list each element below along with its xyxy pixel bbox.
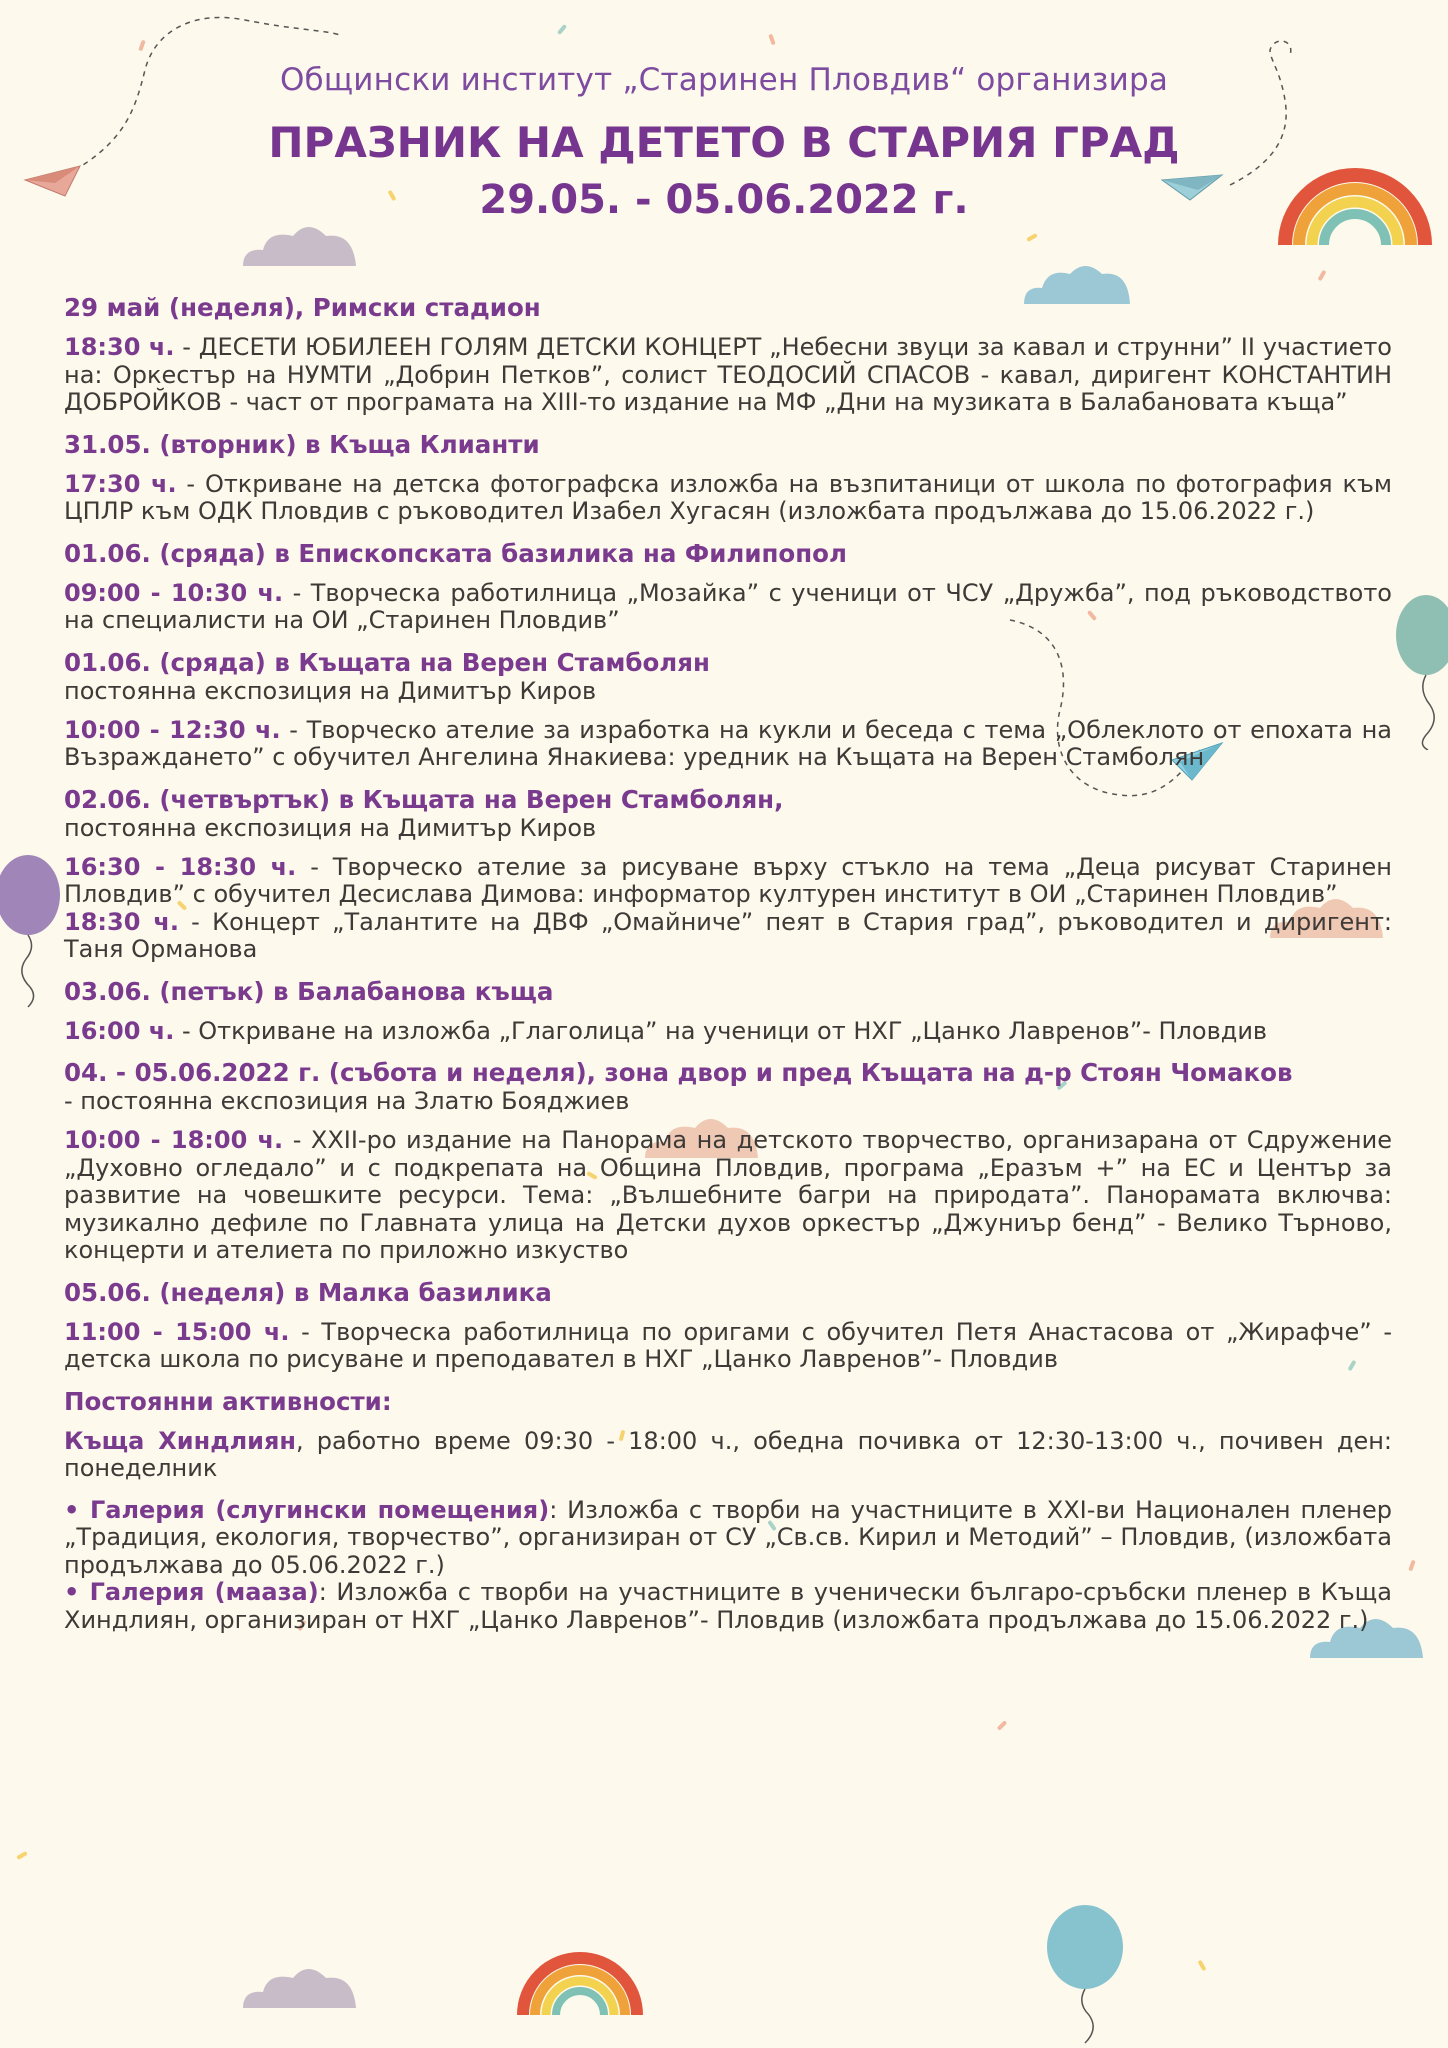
program-content [64, 294, 1392, 1648]
event-subheading: - постоянна експозиция на Златю Бояджиев [64, 1087, 630, 1115]
organizer-line: Общински институт „Старинен Пловдив“ организира [279, 62, 1169, 98]
event-subheading: постоянна експозиция на Димитър Киров [64, 813, 597, 842]
event-text: - Творческо ателие за изработка на кукли и беседа с тема „Облеклото от епохата на Възраждането” с обучител Ангелина Янакиева: уредник на Къщата на Верен Стамболян [64, 715, 1393, 771]
event-heading: 03.06. (петък) в Балабанова къща [64, 976, 554, 1006]
event-text: - Концерт „Талантите на ДВФ „Омайниче” пеят в Стария град”, ръководител и диригент: Таня Орманова [64, 907, 1393, 963]
event-heading: 05.06. (неделя) в Малка базилика [64, 1277, 552, 1307]
event-section [64, 1279, 1392, 1374]
event-heading: 01.06. (сряда) в Епископската базилика на Филипопол [64, 538, 847, 568]
permanent-heading: Постоянни активности: [64, 1386, 392, 1416]
event-section [64, 1059, 1392, 1265]
event-subheading: постоянна експозиция на Димитър Киров [64, 676, 597, 705]
event-text: - Откриване на изложба „Глаголица” на ученици от НХГ „Цанко Лавренов”- Пловдив [174, 1016, 1268, 1045]
event-time: 10:00 - 12:30 ч. [64, 715, 281, 744]
event-time: 16:00 ч. [64, 1016, 175, 1045]
event-section [64, 978, 1392, 1046]
gallery-item [64, 1579, 1392, 1634]
rainbow-icon [515, 1920, 645, 2020]
event-time: 18:30 ч. [64, 907, 179, 936]
gallery-text: : Изложба с творби на участниците в XXI-ви Национален пленер „Традиция, екология, творчество”, организиран от СУ „Св.св. Кирил и Методий” – Пловдив, (изложбата продължава до 05.06.2022 г.) [64, 1495, 1392, 1579]
event-dates: 29.05. - 05.06.2022 г. [479, 177, 969, 223]
page-title: ПРАЗНИК НА ДЕТЕТО В СТАРИЯ ГРАД [268, 118, 1180, 167]
event-time: 09:00 - 10:30 ч. [64, 578, 284, 607]
event-section [64, 431, 1392, 526]
event-item [64, 909, 1392, 964]
event-section [64, 649, 1392, 772]
permanent-activities [64, 1388, 1392, 1635]
page-header [0, 62, 1448, 223]
event-item [64, 1319, 1392, 1374]
event-text: - Творческо ателие за рисуване върху стъкло на тема „Деца рисуват Старинен Пловдив” с обучител Десислава Димова: информатор културен институт в ОИ „Старинен Пловдив” [64, 852, 1392, 908]
gallery-name: • Галерия (слугински помещения) [64, 1495, 550, 1524]
balloon-icon [1045, 1905, 1125, 2048]
house-name: Къща Хиндлиян [64, 1426, 296, 1455]
event-item [64, 580, 1392, 635]
event-section [64, 786, 1392, 964]
event-text: - Откриване на детска фотографска изложба на възпитаници от школа по фотография към ЦПЛР към ОДК Пловдив с ръководител Изабел Хугасян (изложбата продължава до 15.06.2022 г.) [64, 469, 1393, 525]
event-time: 11:00 - 15:00 ч. [64, 1317, 290, 1346]
event-text: - ДЕСЕТИ ЮБИЛЕЕН ГОЛЯМ ДЕТСКИ КОНЦЕРТ „Небесни звуци за кавал и струнни” II участието на: Оркестър на НУМТИ „Добрин Петков”, солист ТЕОДОСИЙ СПАСОВ - кавал, диригент КОНСТАНТИН ДОБРОЙКОВ - част от програмата на XIII-то издание на МФ „Дни на музиката в Балабановата къща” [64, 333, 1392, 416]
event-text: - XXII-ро издание на Панорама на детското творчество, организарана от Сдружение „Духовно огледало” и с подкрепата на Община Пловдив, програма „Еразъм +” на ЕС и Център за развитие на човешките ресурси. Тема: „Вълшебните багри на природата”. Панорамата включва: музикално дефиле по Главната улица на Детски духов оркестър „Джуниър бенд” - Велико Търново, концерти и ателиета по приложно изкуство [64, 1126, 1392, 1264]
event-item [64, 1018, 1392, 1046]
event-text: - Творческа работилница по оригами с обучител Петя Анастасова от „Жирафче” - детска школа по рисуване и преподавател в НХГ „Цанко Лавренов”- Пловдив [64, 1317, 1392, 1373]
event-time: 18:30 ч. [64, 333, 175, 361]
event-time: 10:00 - 18:00 ч. [64, 1126, 284, 1154]
event-heading: 02.06. (четвъртък) в Къщата на Верен Стамболян, [64, 784, 784, 814]
house-text: , работно време 09:30 - 18:00 ч., обедна почивка от 12:30-13:00 ч., почивен ден: понеделник [64, 1426, 1393, 1482]
balloon-icon [1390, 590, 1448, 750]
event-heading: 31.05. (вторник) в Къща Клианти [64, 429, 540, 459]
event-time: 16:30 - 18:30 ч. [64, 852, 297, 881]
event-section [64, 540, 1392, 635]
event-section [64, 294, 1392, 417]
event-item [64, 471, 1392, 526]
balloon-icon [0, 855, 65, 1010]
cloud-icon [238, 1960, 363, 2010]
gallery-name: • Галерия (мааза) [64, 1578, 319, 1606]
gallery-text: : Изложба с творби на участниците в ученически българо-сръбски пленер в Къща Хиндлиян, организиран от НХГ „Цанко Лавренов”- Пловдив (изложбата продължава до 15.06.2022 г.) [64, 1578, 1392, 1634]
cloud-icon [238, 218, 363, 268]
gallery-item [64, 1497, 1392, 1580]
event-item [64, 334, 1392, 417]
event-heading: 04. - 05.06.2022 г. (събота и неделя), зона двор и пред Къщата на д-р Стоян Чомаков [64, 1058, 1293, 1087]
event-item [64, 717, 1392, 772]
event-time: 17:30 ч. [64, 469, 177, 498]
house-hours [64, 1428, 1392, 1483]
event-item [64, 1127, 1392, 1265]
event-text: - Творческа работилница „Мозайка” с ученици от ЧСУ „Дружба”, под ръководството на специалисти на ОИ „Старинен Пловдив” [64, 578, 1392, 634]
event-item [64, 854, 1392, 909]
event-heading: 29 май (неделя), Римски стадион [64, 293, 541, 322]
event-heading: 01.06. (сряда) в Къщата на Верен Стамболян [64, 647, 710, 677]
